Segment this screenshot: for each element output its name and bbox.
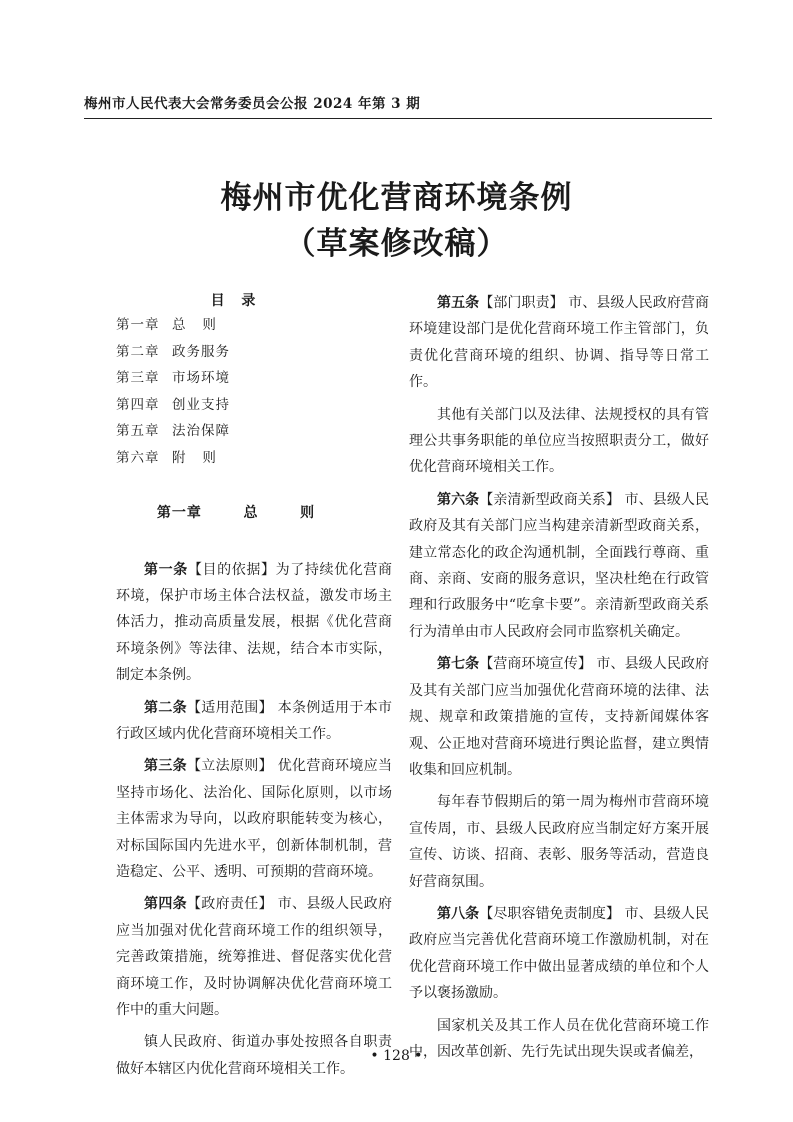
left-column <box>116 290 392 1088</box>
article-label: 第八条 <box>437 905 480 922</box>
article-label: 第二条 <box>144 699 187 716</box>
article-text: 每年春节假期后的第一周为梅州市营商环境宣传周，市、县级人民政府应当制定好方案开展宣传、访谈、招商、表彰、服务等活动，营造良好营商氛围。 <box>409 794 709 890</box>
table-of-contents <box>116 312 392 472</box>
article-paragraph <box>409 487 709 645</box>
article-label: 第四条 <box>144 896 187 913</box>
article-paragraph <box>409 290 709 396</box>
document-subtitle: （草案修改稿） <box>284 226 509 262</box>
toc-chapter-number: 第六章 <box>116 449 160 466</box>
article-text: 国家机关及其工作人员在优化营商环境工作中，因改革创新、先行先试出现失误或者偏差， <box>409 1017 709 1060</box>
toc-chapter-name: 总 则 <box>172 317 217 333</box>
article-text: 【目的依据】为了持续优化营商环境，保护市场主体合法权益，激发市场主体活力，推动高质量发展，根据《优化营商环境条例》等法律、法规，结合本市实际，制定本条例。 <box>116 561 392 684</box>
toc-chapter-number: 第五章 <box>116 423 160 440</box>
toc-item <box>116 418 392 445</box>
toc-item <box>116 365 392 392</box>
toc-chapter-name: 市场环境 <box>172 370 230 387</box>
article-paragraph <box>409 901 709 1007</box>
article-label: 第三条 <box>144 758 187 775</box>
toc-heading: 目 录 <box>210 293 262 309</box>
toc-chapter-name: 法治保障 <box>172 423 230 440</box>
toc-chapter-name: 附 则 <box>172 449 217 466</box>
article-paragraph <box>409 789 709 895</box>
document-title: 梅州市优化营商环境条例 <box>220 180 573 216</box>
article-text: 【营商环境宣传】 市、县级人民政府及其有关部门应当加强优化营商环境的法律、法规、规章和政策措施的宣传，支持新闻媒体客观、公正地对营商环境进行舆论监督，建立舆情收集和回应机制。 <box>409 656 710 778</box>
article-text: 【适用范围】 本条例适用于本市行政区域内优化营商环境相关工作。 <box>116 699 393 742</box>
toc-item <box>116 339 392 366</box>
article-paragraph <box>409 402 709 481</box>
article-paragraph <box>116 753 392 885</box>
right-column <box>409 290 709 1071</box>
article-label: 第六条 <box>437 491 480 508</box>
article-label: 第七条 <box>437 656 480 673</box>
page-number: • 128 • <box>370 1048 423 1064</box>
article-label: 第五条 <box>437 295 480 311</box>
header-divider <box>84 118 712 119</box>
toc-chapter-number: 第四章 <box>116 396 160 413</box>
toc-chapter-name: 创业支持 <box>172 396 230 413</box>
article-paragraph <box>116 695 392 748</box>
chapter-heading: 第一章 总 则 <box>156 504 316 521</box>
article-label: 第一条 <box>144 561 188 578</box>
toc-chapter-number: 第一章 <box>116 317 160 333</box>
bulletin-header: 梅州市人民代表大会常务委员会公报 2024 年第 3 期 <box>84 96 421 112</box>
article-paragraph <box>116 891 392 1023</box>
article-text: 【立法原则】 优化营商环境应当坚持市场化、法治化、国际化原则，以市场主体需求为导向，以政府职能转变为核心，对标国际国内先进水平，创新体制机制，营造稳定、公平、透明、可预期的营商环境。 <box>116 758 393 881</box>
article-text: 镇人民政府、街道办事处按照各自职责做好本辖区内优化营商环境相关工作。 <box>116 1034 392 1077</box>
toc-item <box>116 312 392 339</box>
article-text: 【政府责任】 市、县级人民政府应当加强对优化营商环境工作的组织领导，完善政策措施，统筹推进、督促落实优化营商环境工作，及时协调解决优化营商环境工作中的重大问题。 <box>116 896 393 1019</box>
toc-item <box>116 445 392 472</box>
article-text: 【尽职容错免责制度】 市、县级人民政府应当完善优化营商环境工作激励机制，对在优化营商环境工作中做出显著成绩的单位和个人予以褒扬激励。 <box>409 905 710 1002</box>
article-paragraph <box>409 651 709 783</box>
article-paragraph <box>116 557 392 689</box>
toc-chapter-number: 第二章 <box>116 343 160 360</box>
article-text: 【亲清新型政商关系】 市、县级人民政府及其有关部门应当构建亲清新型政商关系，建立常态化的政企沟通机制，全面践行尊商、重商、亲商、安商的服务意识，坚决杜绝在行政管理和行政服务中“吃拿卡要”。亲清新型政商关系行为清单由市人民政府会同市监察机关确定。 <box>409 491 710 640</box>
toc-chapter-number: 第三章 <box>116 370 160 387</box>
article-text: 其他有关部门以及法律、法规授权的具有管理公共事务职能的单位应当按照职责分工，做好优化营商环境相关工作。 <box>409 406 709 476</box>
toc-item <box>116 392 392 419</box>
article-text: 【部门职责】 市、县级人民政府营商环境建设部门是优化营商环境工作主管部门，负责优化营商环境的组织、协调、指导等日常工作。 <box>409 295 710 391</box>
toc-chapter-name: 政务服务 <box>172 343 230 360</box>
